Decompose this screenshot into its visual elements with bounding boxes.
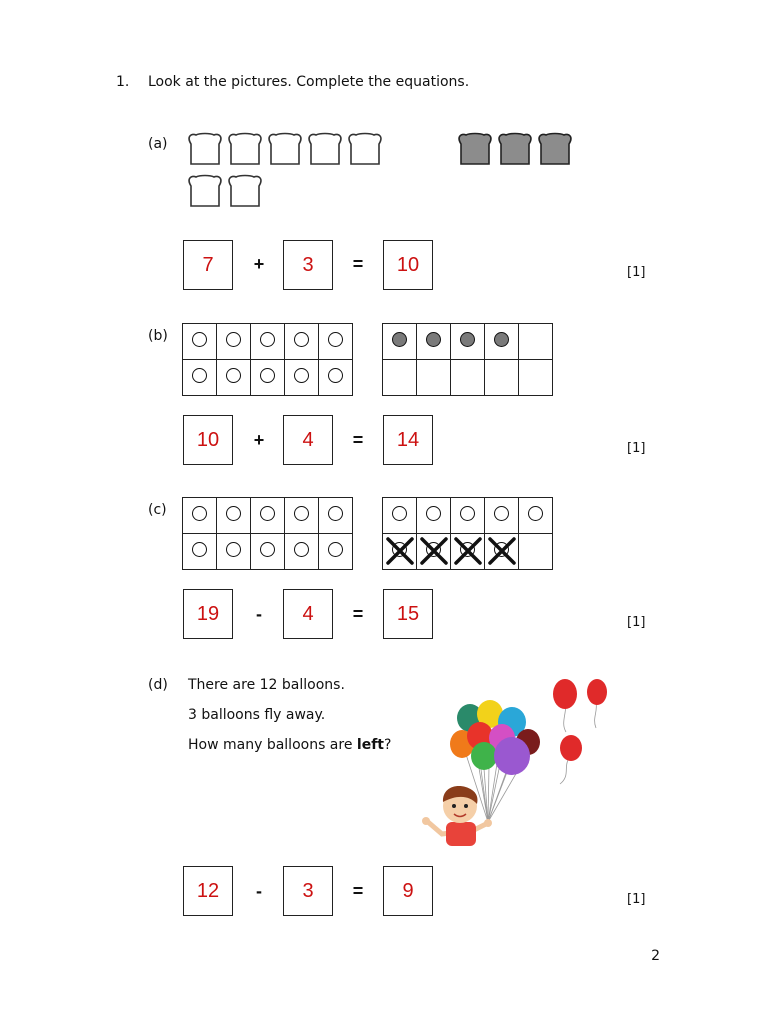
part-c-answer-result[interactable]: 15 — [383, 589, 433, 639]
circle-icon — [294, 506, 309, 521]
part-b-answer-right[interactable]: 4 — [283, 415, 333, 465]
circle-icon — [260, 542, 275, 557]
circle-icon — [260, 332, 275, 347]
circle-icon — [528, 506, 543, 521]
emphasis-left: left — [356, 737, 384, 753]
part-b-label: (b) — [148, 328, 168, 344]
circle-icon — [226, 506, 241, 521]
part-b-answer-result[interactable]: 14 — [383, 415, 433, 465]
part-d-line1: There are 12 balloons. — [188, 677, 345, 693]
part-a-operator: + — [253, 254, 265, 274]
circle-icon — [328, 368, 343, 383]
part-d-equals: = — [352, 881, 364, 901]
part-d-marks: [1] — [627, 892, 646, 907]
part-c-label: (c) — [148, 502, 167, 518]
circle-icon — [260, 368, 275, 383]
filled-circle-icon — [460, 332, 475, 347]
balloon-icon — [471, 742, 497, 770]
part-c-answer-left[interactable]: 19 — [183, 589, 233, 639]
circle-icon — [260, 506, 275, 521]
part-a-label: (a) — [148, 136, 168, 152]
part-c-answer-right[interactable]: 4 — [283, 589, 333, 639]
circle-icon — [192, 542, 207, 557]
circle-icon — [192, 368, 207, 383]
part-c-operator: - — [256, 604, 262, 624]
part-c-marks: [1] — [627, 615, 646, 630]
ten-frame-b-left — [182, 323, 353, 396]
part-a-marks: [1] — [627, 265, 646, 280]
bread-white-icon — [229, 176, 261, 207]
balloon-icon — [553, 679, 577, 709]
bread-white-icon — [349, 134, 381, 165]
filled-circle-icon — [392, 332, 407, 347]
bread-grey-icon — [539, 134, 571, 165]
circle-icon — [192, 332, 207, 347]
bread-grey-icon — [499, 134, 531, 165]
filled-circle-icon — [426, 332, 441, 347]
circle-icon — [392, 506, 407, 521]
circle-icon — [294, 368, 309, 383]
bread-white-icon — [229, 134, 261, 165]
circle-icon — [192, 506, 207, 521]
bread-white-icon — [269, 134, 301, 165]
page-number: 2 — [651, 948, 660, 964]
part-d-operator: - — [256, 881, 262, 901]
cross-out-icon — [454, 537, 482, 565]
circle-icon — [328, 542, 343, 557]
part-a-answer-left[interactable]: 7 — [183, 240, 233, 290]
part-b-equals: = — [352, 430, 364, 450]
bread-pictures — [186, 128, 586, 214]
part-d-answer-left[interactable]: 12 — [183, 866, 233, 916]
part-d-answer-result[interactable]: 9 — [383, 866, 433, 916]
circle-icon — [494, 506, 509, 521]
part-a-answer-right[interactable]: 3 — [283, 240, 333, 290]
circle-icon — [294, 542, 309, 557]
question-instruction: Look at the pictures. Complete the equations. — [148, 74, 470, 90]
bread-grey-icon — [459, 134, 491, 165]
circle-icon — [460, 506, 475, 521]
part-b-answer-left[interactable]: 10 — [183, 415, 233, 465]
part-d-line2: 3 balloons fly away. — [188, 707, 326, 723]
circle-icon — [226, 332, 241, 347]
balloon-icon — [587, 679, 607, 705]
circle-icon — [226, 368, 241, 383]
bread-white-icon — [189, 134, 221, 165]
balloon-icon — [494, 737, 530, 775]
question-number: 1. — [116, 74, 130, 90]
part-a-equals: = — [352, 254, 364, 274]
circle-icon — [328, 506, 343, 521]
part-a-answer-result[interactable]: 10 — [383, 240, 433, 290]
part-d-answer-right[interactable]: 3 — [283, 866, 333, 916]
ten-frame-b-right — [382, 323, 553, 396]
circle-icon — [226, 542, 241, 557]
circle-icon — [426, 506, 441, 521]
filled-circle-icon — [494, 332, 509, 347]
circle-icon — [328, 332, 343, 347]
cross-out-icon — [420, 537, 448, 565]
ten-frame-c-left — [182, 497, 353, 570]
cross-out-icon — [386, 537, 414, 565]
cross-out-icon — [488, 537, 516, 565]
part-b-marks: [1] — [627, 441, 646, 456]
ten-frame-c-right — [382, 497, 553, 570]
boy-figure — [422, 786, 492, 846]
part-c-equals: = — [352, 604, 364, 624]
bread-white-icon — [309, 134, 341, 165]
part-d-label: (d) — [148, 677, 168, 693]
part-b-operator: + — [253, 430, 265, 450]
part-d-line3: How many balloons are left? — [188, 737, 392, 753]
bread-white-icon — [189, 176, 221, 207]
circle-icon — [294, 332, 309, 347]
boy-with-balloons-illustration — [400, 672, 620, 852]
balloon-icon — [560, 735, 582, 761]
